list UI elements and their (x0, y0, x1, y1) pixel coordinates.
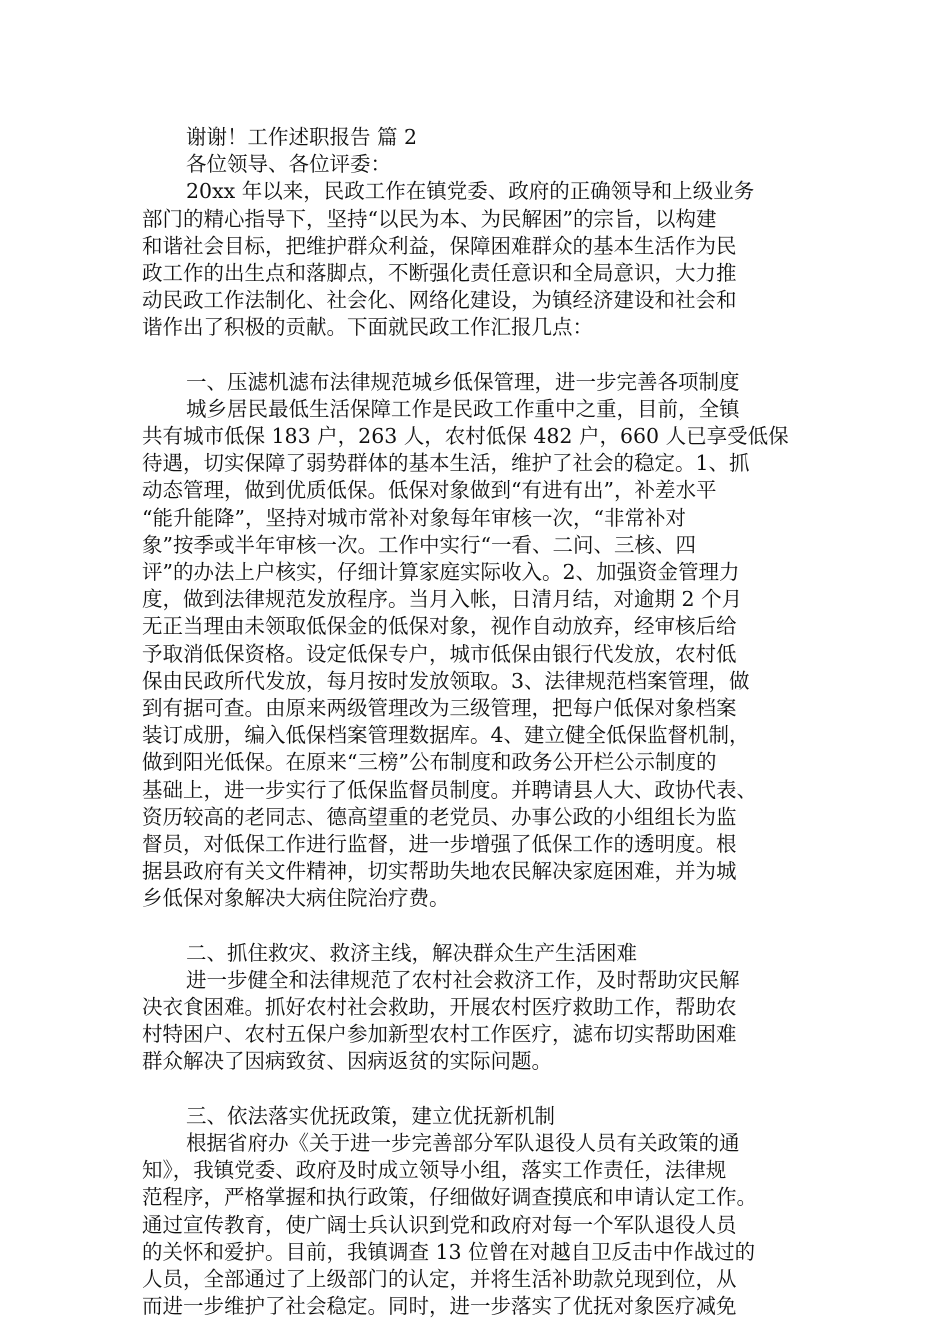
intro-paragraph (142, 178, 822, 341)
document-body (142, 124, 822, 1320)
section-3-paragraph (142, 1130, 822, 1320)
paragraph-line: 人员，全部通过了上级部门的认定，并将生活补助款兑现到位，从 (142, 1266, 737, 1291)
section-heading-2: 二、抓住救灾、救济主线，解决群众生产生活困难 (186, 940, 637, 965)
paragraph-line: 的关怀和爱护。目前，我镇调查 13 位曾在对越自卫反击中作战过的 (142, 1239, 756, 1264)
paragraph-line: 予取消低保资格。设定低保专户，城市低保由银行代发放，农村低 (142, 641, 737, 666)
paragraph-line: 保由民政所代发放，每月按时发放领取。3、法律规范档案管理，做 (142, 668, 750, 693)
paragraph-line: 谐作出了积极的贡献。下面就民政工作汇报几点： (142, 315, 593, 340)
paragraph-line: 督员，对低保工作进行监督，进一步增强了低保工作的透明度。根 (142, 831, 737, 856)
paragraph-line: 动态管理，做到优质低保。低保对象做到“有进有出”，补差水平 (142, 478, 717, 503)
paragraph-line: 象”按季或半年审核一次。工作中实行“一看、二问、三核、四 (142, 532, 696, 557)
paragraph-line: 装订成册，编入低保档案管理数据库。4、建立健全低保监督机制， (142, 723, 750, 748)
document-title-line: 谢谢！工作述职报告 篇 2 (186, 125, 418, 149)
paragraph-line: 根据省府办《关于进一步完善部分军队退役人员有关政策的通 (186, 1130, 740, 1155)
paragraph-line: 基础上，进一步实行了低保监督员制度。并聘请县人大、政协代表、 (142, 777, 757, 802)
paragraph-spacer (142, 912, 822, 939)
paragraph-line: 做到阳光低保。在原来“三榜”公布制度和政务公开栏公示制度的 (142, 750, 717, 775)
paragraph-spacer (142, 1076, 822, 1103)
paragraph-line: 村特困户、农村五保户参加新型农村工作医疗，滤布切实帮助困难 (142, 1022, 737, 1047)
paragraph-spacer (142, 342, 822, 369)
paragraph-line: 群众解决了因病致贫、因病返贫的实际问题。 (142, 1049, 552, 1074)
paragraph-line: 范程序，严格掌握和执行政策，仔细做好调查摸底和申请认定工作。 (142, 1185, 757, 1210)
paragraph-line: 进一步健全和法律规范了农村社会救济工作，及时帮助灾民解 (186, 967, 740, 992)
paragraph-line: 决衣食困难。抓好农村社会救助，开展农村医疗救助工作，帮助农 (142, 995, 737, 1019)
paragraph-line: 无正当理由未领取低保金的低保对象，视作自动放弃，经审核后给 (142, 614, 737, 639)
paragraph-line: 部门的精心指导下，坚持“以民为本、为民解困”的宗旨，以构建 (142, 206, 717, 231)
salutation: 各位领导、各位评委： (186, 152, 391, 177)
paragraph-line: 乡低保对象解决大病住院治疗费。 (142, 886, 450, 911)
paragraph-line: 评”的办法上户核实，仔细计算家庭实际收入。2、加强资金管理力 (142, 560, 740, 584)
paragraph-line: 据县政府有关文件精神，切实帮助失地农民解决家庭困难，并为城 (142, 859, 737, 884)
paragraph-line: 政工作的出生点和落脚点，不断强化责任意识和全局意识，大力推 (142, 260, 737, 285)
paragraph-line: 通过宣传教育，使广阔士兵认识到党和政府对每一个军队退役人员 (142, 1212, 737, 1237)
paragraph-line: 共有城市低保 183 户，263 人，农村低保 482 户，660 人已享受低保 (142, 424, 789, 449)
paragraph-line: “能升能降”，坚持对城市常补对象每年审核一次，“非常补对 (142, 505, 686, 530)
paragraph-line: 和谐社会目标，把维护群众利益，保障困难群众的基本生活作为民 (142, 233, 737, 258)
section-heading-3: 三、依法落实优抚政策，建立优抚新机制 (186, 1103, 555, 1128)
paragraph-line: 待遇，切实保障了弱势群体的基本生活，维护了社会的稳定。1、抓 (142, 451, 750, 476)
paragraph-line: 度，做到法律规范发放程序。当月入帐，日清月结，对逾期 2 个月 (142, 587, 743, 612)
paragraph-line: 资历较高的老同志、德高望重的老党员、办事公政的小组组长为监 (142, 804, 737, 829)
section-1-paragraph (142, 396, 822, 913)
paragraph-line: 而进一步维护了社会稳定。同时，进一步落实了优抚对象医疗减免 (142, 1294, 737, 1319)
section-2-paragraph (142, 967, 822, 1076)
paragraph-line: 动民政工作法制化、社会化、网络化建设，为镇经济建设和社会和 (142, 288, 737, 313)
paragraph-line: 20xx 年以来，民政工作在镇党委、政府的正确领导和上级业务 (186, 179, 755, 204)
paragraph-line: 到有据可查。由原来两级管理改为三级管理，把每户低保对象档案 (142, 695, 737, 720)
paragraph-line: 知》，我镇党委、政府及时成立领导小组，落实工作责任，法律规 (142, 1158, 727, 1183)
paragraph-line: 城乡居民最低生活保障工作是民政工作重中之重，目前，全镇 (186, 396, 740, 421)
section-heading-1: 一、压滤机滤布法律规范城乡低保管理，进一步完善各项制度 (186, 369, 740, 394)
